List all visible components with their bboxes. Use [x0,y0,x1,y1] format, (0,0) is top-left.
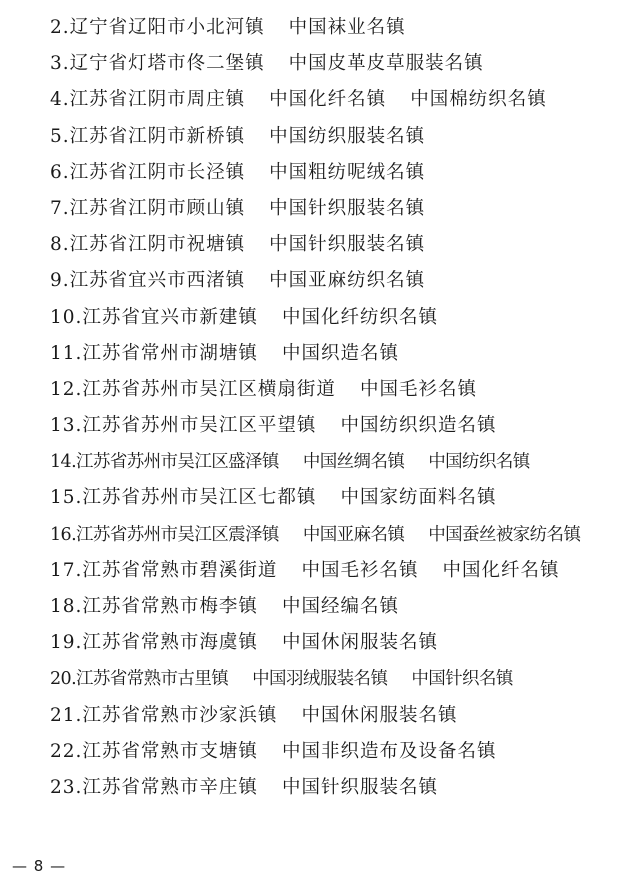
entry-title: 中国非织造布及设备名镇 [281,740,497,762]
entry-title: 中国丝绸名镇 [302,452,405,473]
entry-place: 江苏省江阴市新桥镇 [69,125,246,147]
entry-place: 江苏省常熟市古里镇 [76,669,229,690]
entry-title: 中国毛衫名镇 [301,559,419,581]
entry-place: 江苏省常熟市辛庄镇 [82,776,258,798]
town-list [50,10,610,806]
entry-number: 7. [50,197,70,219]
list-item [50,372,610,408]
list-item [50,589,610,625]
entry-number: 5. [50,125,70,147]
list-item [50,408,610,444]
entry-place: 江苏省常熟市沙家浜镇 [82,704,278,726]
list-item [50,480,610,516]
entry-title: 中国休闲服装名镇 [281,632,438,654]
entry-title: 中国粗纺呢绒名镇 [269,161,426,183]
entry-title: 中国经编名镇 [281,596,399,617]
list-item [50,300,610,336]
list-item [50,263,610,299]
entry-title: 中国纺织服装名镇 [269,125,426,147]
list-item [50,82,610,118]
entry-place: 江苏省常熟市碧溪街道 [82,559,278,581]
entry-title: 中国袜业名镇 [288,17,406,38]
entry-number: 9. [50,270,70,292]
entry-place: 江苏省苏州市吴江区横扇街道 [82,378,336,400]
list-item [50,770,610,806]
entry-number: 12. [50,378,83,400]
entry-place: 江苏省苏州市吴江区震泽镇 [76,524,279,545]
list-item [50,553,610,589]
entry-place: 辽宁省辽阳市小北河镇 [69,17,265,38]
entry-title: 中国化纤纺织名镇 [281,306,438,328]
entry-place: 江苏省苏州市吴江区盛泽镇 [76,452,279,473]
list-item [50,155,610,191]
list-item [50,517,610,553]
entry-place: 江苏省江阴市顾山镇 [69,197,246,219]
list-item [50,46,610,82]
entry-number: 3. [50,53,70,75]
list-item [50,10,610,46]
entry-title: 中国针织服装名镇 [281,776,438,798]
entry-number: 23. [50,776,83,798]
entry-place: 江苏省常熟市海虞镇 [82,632,258,654]
entry-place: 江苏省常熟市支塘镇 [82,740,258,762]
entry-title: 中国纺织织造名镇 [340,415,497,437]
entry-place: 江苏省常熟市梅李镇 [82,596,258,617]
entry-title: 中国家纺面料名镇 [340,487,497,509]
entry-place: 江苏省常州市湖塘镇 [82,342,258,364]
entry-place: 江苏省苏州市吴江区七都镇 [82,487,317,509]
entry-number: 8. [50,234,70,256]
entry-place: 江苏省江阴市长泾镇 [69,161,246,183]
entry-title: 中国毛衫名镇 [359,378,477,400]
entry-number: 13. [50,415,83,437]
entry-title: 中国亚麻名镇 [302,524,405,545]
entry-number: 15. [50,487,83,509]
entry-place: 江苏省宜兴市西渚镇 [69,270,246,292]
entry-title: 中国织造名镇 [281,342,399,364]
entry-number: 20. [50,669,77,690]
page-number: — 8 — [12,857,67,875]
entry-place: 江苏省江阴市周庄镇 [69,89,246,111]
entry-number: 21. [50,704,83,726]
entry-title: 中国皮革皮草服装名镇 [288,53,484,75]
entry-number: 22. [50,740,83,762]
entry-title: 中国针织服装名镇 [269,197,426,219]
entry-number: 19. [50,632,83,654]
entry-number: 11. [50,342,83,364]
entry-title: 中国化纤名镇 [269,89,387,111]
entry-title: 中国纺织名镇 [428,452,530,473]
entry-number: 4. [50,89,70,111]
list-item [50,698,610,734]
list-item [50,625,610,661]
entry-place: 江苏省宜兴市新建镇 [82,306,258,328]
list-item [50,661,610,697]
list-item [50,444,610,480]
list-item [50,734,610,770]
list-item [50,227,610,263]
entry-number: 18. [50,596,83,617]
list-item [50,119,610,155]
entry-title: 中国羽绒服装名镇 [252,669,388,690]
entry-title: 中国化纤名镇 [442,559,560,581]
entry-place: 辽宁省灯塔市佟二堡镇 [69,53,265,75]
entry-title: 中国针织名镇 [411,669,513,690]
entry-title: 中国针织服装名镇 [269,234,426,256]
list-item [50,336,610,372]
entry-place: 江苏省江阴市祝塘镇 [69,234,246,256]
entry-title: 中国棉纺织名镇 [410,89,547,111]
entry-number: 14. [50,452,77,473]
entry-title: 中国蚕丝被家纺名镇 [428,524,581,545]
entry-number: 2. [50,17,70,38]
entry-title: 中国亚麻纺织名镇 [269,270,426,292]
entry-title: 中国休闲服装名镇 [301,704,458,726]
list-item [50,191,610,227]
entry-place: 江苏省苏州市吴江区平望镇 [82,415,317,437]
entry-number: 16. [50,524,77,545]
entry-number: 17. [50,559,83,581]
entry-number: 6. [50,161,70,183]
entry-number: 10. [50,306,83,328]
